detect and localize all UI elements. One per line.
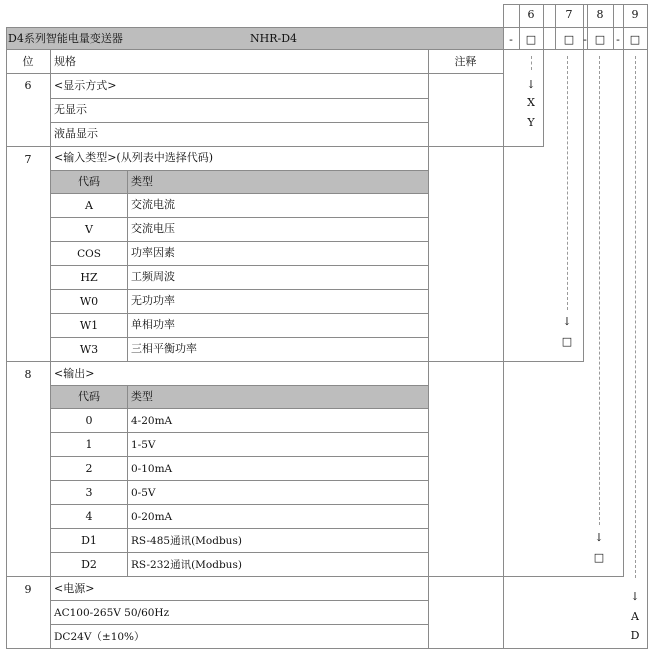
input-code: W0 [79, 295, 99, 308]
input-code: V [85, 223, 93, 236]
code-box-9: □ [629, 33, 641, 46]
code-sep: - [509, 33, 513, 46]
section-9-code-d: D [630, 629, 640, 642]
section-8-number: 8 [24, 368, 32, 381]
section-6-title: <显示方式> [54, 79, 117, 92]
output-code: 3 [85, 486, 93, 499]
code-sep: - [616, 33, 620, 46]
section-7-code-box: □ [561, 335, 573, 348]
input-table-code-header: 代码 [78, 175, 100, 188]
section-9-number: 9 [24, 583, 32, 596]
output-code: D2 [81, 558, 97, 571]
display-option-none: 无显示 [54, 103, 87, 116]
input-code: COS [77, 248, 101, 260]
output-code: 1 [85, 438, 93, 451]
power-option-dc: DC24V（±10%） [54, 631, 145, 643]
product-title: D4系列智能电量变送器 [8, 32, 123, 45]
output-code: 0 [85, 414, 93, 427]
output-table-code-header: 代码 [78, 390, 100, 403]
output-type: RS-485通讯(Modbus) [131, 535, 242, 547]
code-box-6: □ [525, 33, 537, 46]
input-type: 功率因素 [131, 246, 175, 259]
input-code: A [85, 199, 93, 212]
output-type: 0-20mA [131, 511, 173, 523]
power-option-ac: AC100-265V 50/60Hz [54, 607, 170, 619]
output-code: 2 [85, 462, 93, 475]
col-note-header: 注释 [454, 55, 477, 68]
col-header-8: 8 [596, 8, 604, 21]
section-9-title: <电源> [54, 582, 95, 595]
input-code: W3 [79, 343, 99, 356]
input-code: W1 [79, 319, 99, 332]
section-6-number: 6 [24, 79, 32, 92]
arrow-down-icon: ↓ [562, 315, 572, 328]
arrow-down-icon: ↓ [630, 590, 640, 603]
input-code: HZ [80, 271, 98, 284]
code-sep: - [583, 33, 587, 46]
display-option-lcd: 液晶显示 [54, 127, 98, 140]
col-spec-header: 规格 [54, 55, 76, 68]
code-box-7: □ [563, 33, 575, 46]
output-type: 0-5V [131, 487, 156, 499]
arrow-down-icon: ↓ [526, 78, 536, 91]
input-type: 工频周波 [131, 270, 175, 283]
section-7-number: 7 [24, 153, 32, 166]
output-type: 1-5V [131, 439, 156, 451]
input-type: 三相平衡功率 [131, 342, 197, 355]
output-code: D1 [81, 534, 97, 547]
section-9-code-a: A [631, 610, 639, 623]
col-position-header: 位 [22, 55, 34, 68]
input-type: 无功功率 [131, 294, 175, 307]
input-table-type-header: 类型 [131, 175, 153, 188]
input-type: 交流电流 [131, 198, 175, 211]
input-type: 交流电压 [131, 222, 175, 235]
output-type: 4-20mA [131, 415, 173, 427]
col-header-6: 6 [527, 8, 535, 21]
col-header-9: 9 [631, 8, 639, 21]
code-box-8: □ [594, 33, 606, 46]
section-8-title: <输出> [54, 367, 95, 380]
output-type: RS-232通讯(Modbus) [131, 559, 242, 571]
output-type: 0-10mA [131, 463, 173, 475]
output-code: 4 [85, 510, 93, 523]
product-model: NHR-D4 [250, 32, 298, 45]
section-8-code-box: □ [593, 551, 605, 564]
section-6-code-x: X [527, 96, 535, 109]
col-header-7: 7 [565, 8, 573, 21]
arrow-down-icon: ↓ [594, 531, 604, 544]
output-table-type-header: 类型 [131, 390, 153, 403]
section-6-code-y: Y [527, 116, 535, 129]
section-7-title: <输入类型>(从列表中选择代码) [54, 151, 214, 164]
input-type: 单相功率 [131, 318, 175, 331]
